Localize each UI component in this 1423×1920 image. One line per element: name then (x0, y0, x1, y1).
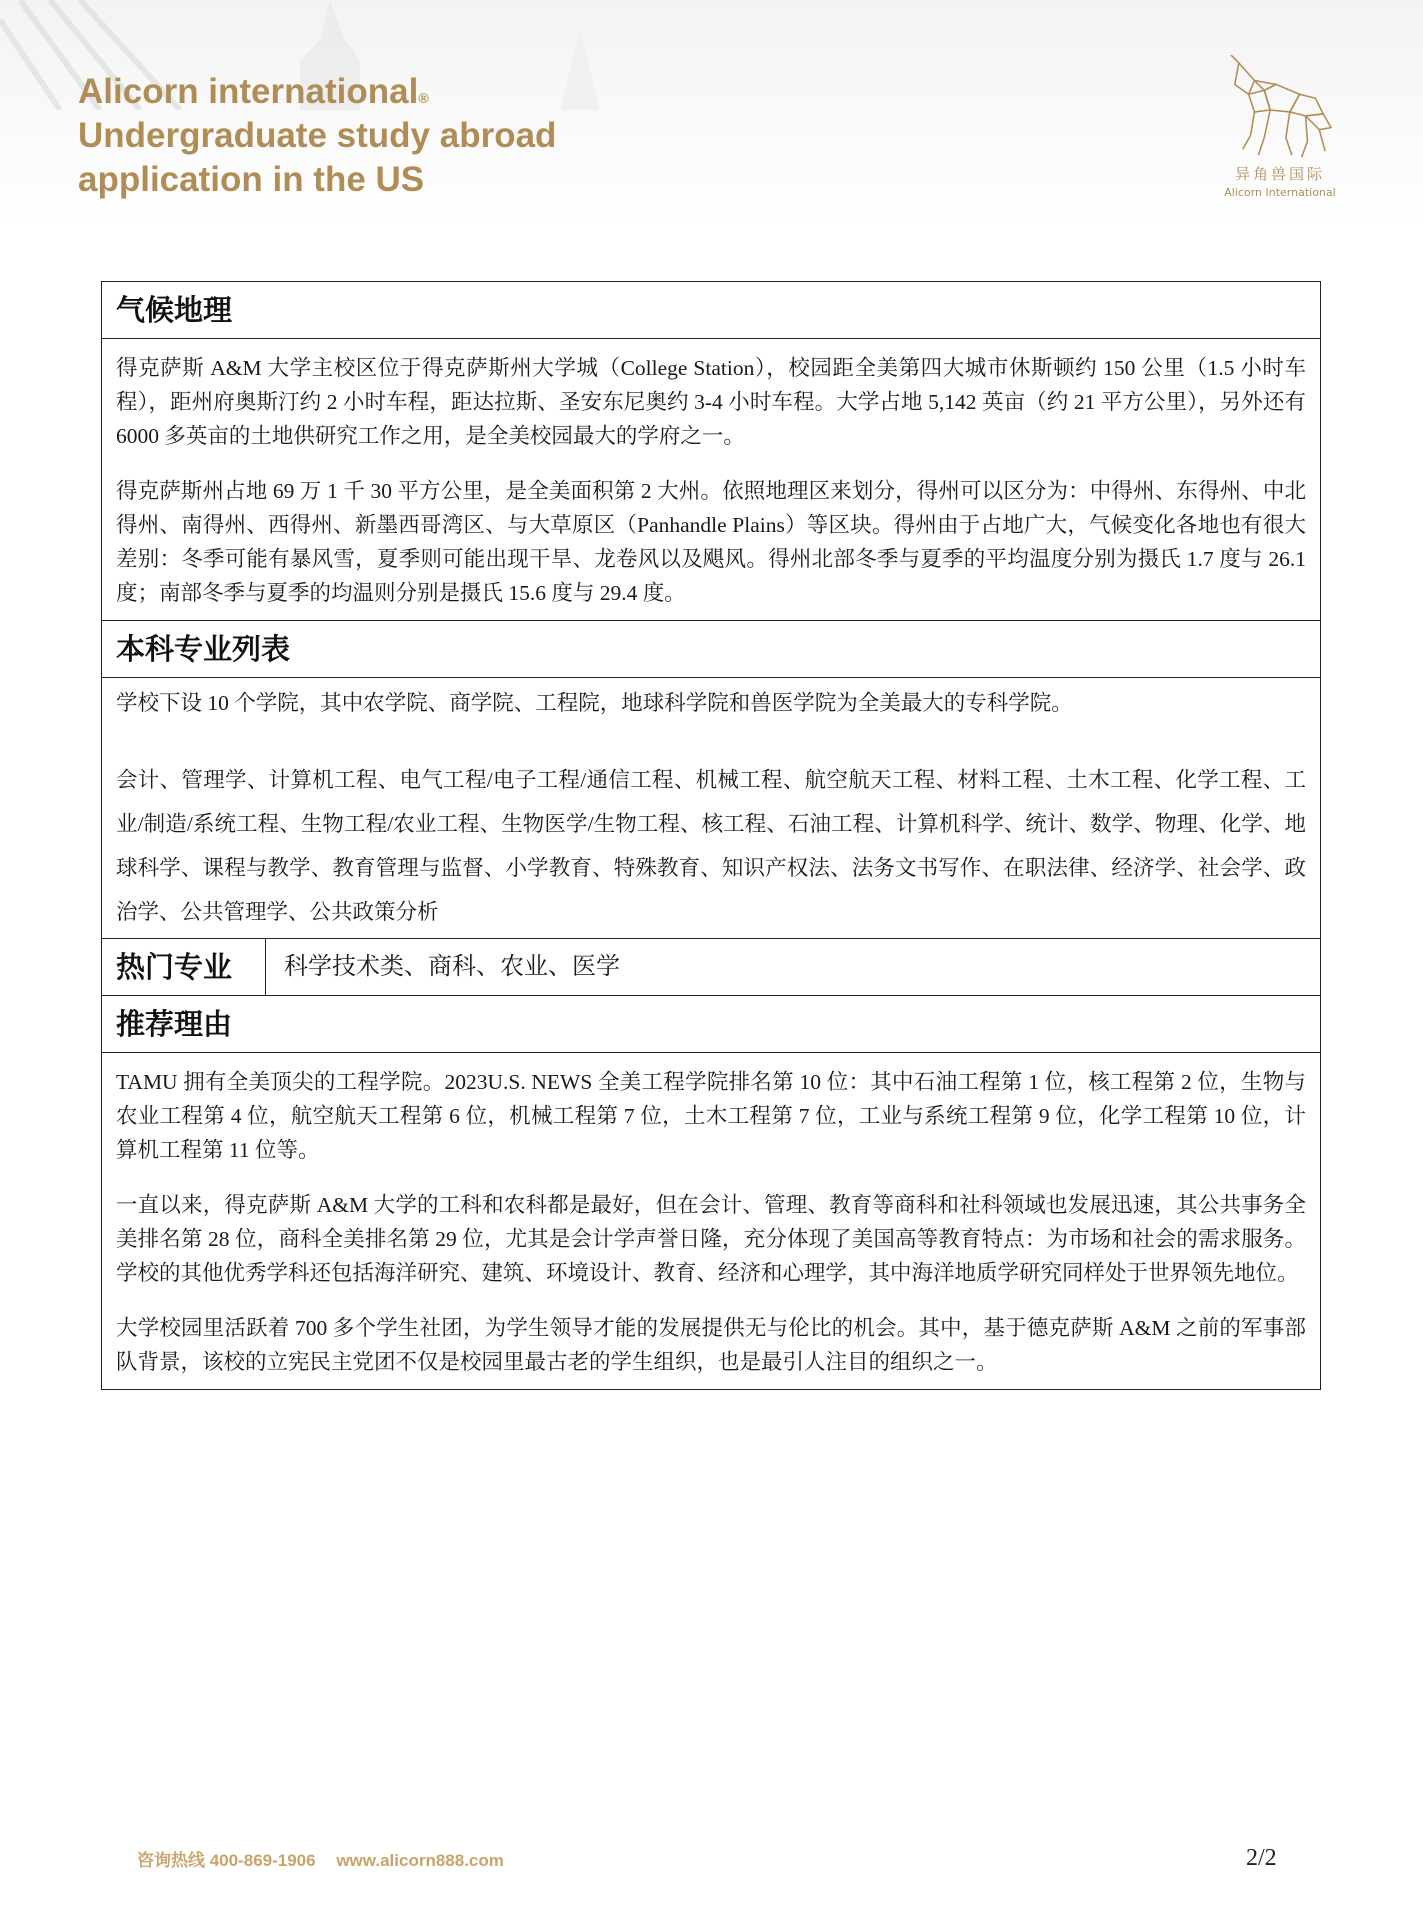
company-logo (1205, 55, 1355, 205)
majors-body (102, 678, 1320, 939)
brand-line-1: Alicorn international (78, 72, 419, 111)
climate-paragraph: 得克萨斯 A&M 大学主校区位于得克萨斯州大学城（College Station），校园距全美第四大城市休斯顿约 150 公里（1.5 小时车程），距州府奥斯汀约 2 小时车程，距达拉斯、圣安东尼奥约 3-4 小时车程。大学占地 5,142 英亩（约 21 平方公里），另外还有 6000 多英亩的土地供研究工作之用，是全美校园最大的学府之一。 (116, 356, 1306, 448)
website-link[interactable]: www.alicorn888.com (336, 1851, 504, 1870)
hot-majors-row (102, 939, 1320, 996)
climate-paragraph: 得克萨斯州占地 69 万 1 千 30 平方公里，是全美面积第 2 大州。依照地理区来划分，得州可以区分为：中得州、东得州、中北得州、南得州、西得州、新墨西哥湾区、与大草原区（Panhandle Plains）等区块。得州由于占地广大，气候变化各地也有很大差别：冬季可能有暴风雪，夏季则可能出现干旱、龙卷风以及飓风。得州北部冬季与夏季的平均温度分别为摄氏 1.7 度与 26.1 度；南部冬季与夏季的均温则分别是摄氏 15.6 度与 29.4 度。 (116, 479, 1306, 605)
climate-body (102, 339, 1320, 621)
climate-heading: 气候地理 (102, 282, 1320, 339)
reasons-body (102, 1053, 1320, 1389)
majors-heading: 本科专业列表 (102, 621, 1320, 678)
brand-line-2: Undergraduate study abroad (78, 116, 557, 155)
reasons-paragraph: 大学校园里活跃着 700 多个学生社团，为学生领导才能的发展提供无与伦比的机会。其中，基于德克萨斯 A&M 之前的军事部队背景，该校的立宪民主党团不仅是校园里最古老的学生组织，也是最引人注目的组织之一。 (116, 1316, 1306, 1374)
reasons-paragraph: 一直以来，得克萨斯 A&M 大学的工科和农科都是最好，但在会计、管理、教育等商科和社科领域也发展迅速，其公共事务全美排名第 28 位，商科全美排名第 29 位，尤其是会计学声誉日隆，充分体现了美国高等教育特点：为市场和社会的需求服务。学校的其他优秀学科还包括海洋研究、建筑、环境设计、教育、经济和心理学，其中海洋地质学研究同样处于世界领先地位。 (116, 1193, 1306, 1285)
brand-line-3: application in the US (78, 160, 425, 199)
school-info-table (101, 281, 1321, 1390)
hot-majors-label: 热门专业 (102, 939, 266, 995)
hotline-text: 咨询热线 400-869-1906 (137, 1851, 316, 1870)
reasons-paragraph: TAMU 拥有全美顶尖的工程学院。2023U.S. NEWS 全美工程学院排名第 10 位：其中石油工程第 1 位，核工程第 2 位，生物与农业工程第 4 位，航空航天工程第 6 位，机械工程第 7 位，土木工程第 7 位，工业与系统工程第 9 位，化学工程第 10 位，计算机工程第 11 位等。 (116, 1070, 1306, 1162)
hot-majors-value: 科学技术类、商科、农业、医学 (284, 954, 620, 980)
footer-contact (137, 1846, 504, 1871)
reasons-heading: 推荐理由 (102, 996, 1320, 1053)
majors-paragraph: 学校下设 10 个学院，其中农学院、商学院、工程院，地球科学院和兽医学院为全美最大的专科学院。 (116, 691, 1073, 715)
registered-mark: ® (418, 90, 429, 106)
majors-list: 会计、管理学、计算机工程、电气工程/电子工程/通信工程、机械工程、航空航天工程、材料工程、土木工程、化学工程、工业/制造/系统工程、生物工程/农业工程、生物医学/生物工程、核工程、石油工程、计算机科学、统计、数学、物理、化学、地球科学、课程与教学、教育管理与监督、小学教育、特殊教育、知识产权法、法务文书写作、在职法律、经济学、社会学、政治学、公共管理学、公共政策分析 (116, 768, 1306, 924)
logo-english-name: Alicorn International (1224, 186, 1336, 199)
page-number: 2/2 (1246, 1845, 1277, 1871)
brand-title (78, 70, 778, 202)
logo-chinese-name: 异角兽国际 (1234, 165, 1325, 183)
unicorn-logo-icon (1221, 55, 1339, 163)
